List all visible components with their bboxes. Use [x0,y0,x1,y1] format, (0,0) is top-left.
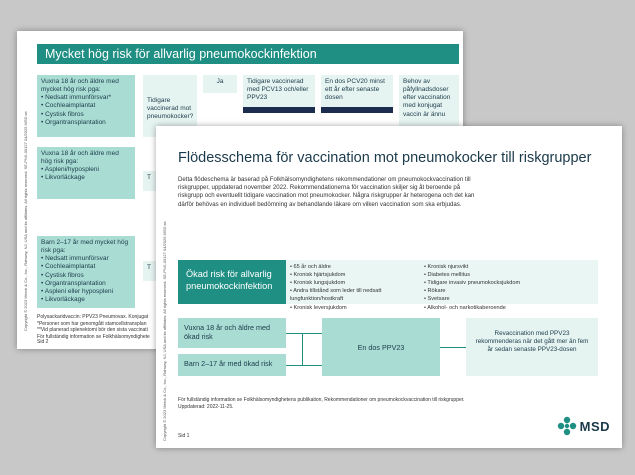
back-row1-item: • Cystisk fibros [41,111,131,119]
risk-item: • Kronisk njursvikt [424,263,520,271]
back-row3-item: • Nedsatt immunförsvar [41,255,131,263]
back-row1-box2: Tidigare vaccinerad mot pneumokocker? [143,75,197,137]
back-row2-item: • Likvorläckage [41,174,131,182]
back-row3-side: T [143,261,157,281]
back-page-label: Sid 2 [37,339,49,345]
back-row1-box3-bar [243,107,315,113]
back-row1-box3: Tidigare vaccinerad med PCV13 och/eller PPV23 [243,75,315,107]
back-row2-item: • Aspleni/hypospleni [41,166,131,174]
risk-item: • Kronisk lungsjukdom [290,279,414,287]
back-footnotes [37,314,167,340]
connector [286,365,322,366]
risk-list-1 [290,263,414,312]
back-row2-group [37,147,135,199]
back-footnote: **Vid planerad splenektomi bör den sista vaccinati [37,327,148,333]
connector [302,333,303,365]
risk-label: Ökad risk för allvarlig pneumokockinfektion [178,260,286,304]
back-row3-item: • Cystisk fibros [41,272,131,280]
back-row3-item: • Likvorläckage [41,296,131,304]
back-footnote: *Personer som har genomgått stamcellstransplan [37,320,147,327]
risk-item: • Kronisk hjärtsjukdom [290,271,414,279]
back-row3-item: • Aspleni eller hypospleni [41,288,131,296]
msd-logo [557,416,610,436]
risk-item: • Kronisk leversjukdom [290,304,414,312]
risk-item: • Rökare [424,287,520,295]
back-row1-ja: Ja [203,75,237,93]
front-page [156,126,622,448]
connector [440,347,466,348]
back-row1-item: • Nedsatt immunförsvar* [41,94,131,102]
msd-logo-text: MSD [579,418,610,434]
group-adults: Vuxna 18 år och äldre med ökad risk [178,318,286,348]
back-row1-box4: En dos PCV20 minst ett år efter senaste dosen [321,75,393,107]
back-row2-side: T [143,171,157,191]
back-footnote: För fullständig information se Folkhälsomyndighete [37,333,150,340]
risk-list-2 [424,263,520,312]
front-footer-info [178,397,538,410]
risk-item: • 65 år och äldre [290,263,414,271]
risk-item: • Diabetes mellitus [424,271,520,279]
risk-item: • Svetsare [424,295,520,303]
footer-info-text: För fullständig information se Folkhälsomyndighetens publikation, Rekommendationer om pneumokockvaccination till riskgrupper. [178,397,465,403]
dose-box: En dos PPV23 [322,318,440,376]
front-page-label: Sid 1 [178,433,190,439]
group-children: Barn 2–17 år med ökad risk [178,354,286,376]
msd-logo-icon [557,416,577,436]
back-footnote: Polysackaridvaccin: PPV23 Pneumovax. Konjugat [37,314,149,320]
back-row1-group [37,75,135,137]
back-copyright-vertical: Copyright © 2023 Merck & Co., Inc., Rahway, NJ, USA and its affiliates. All rights reserved. SE-PNX-00127 04/2025 MSD.se [23,111,28,331]
back-row1-item: • Cochleaimplantat [41,102,131,110]
risk-item: • Alkohol- och narkotikaberoende [424,304,520,312]
front-title: Flödesschema för vaccination mot pneumokocker till riskgrupper [178,150,592,166]
front-copyright-vertical: Copyright © 2023 Merck & Co., Inc., Rahway, NJ, USA and its affiliates. All rights reserved. SE-PNX-00127 04/2025 MSD.se [162,221,167,441]
risk-item: • Tidigare invasiv pneumokocksjukdom [424,279,520,287]
connector [286,333,322,334]
updated-text: Uppdaterad: 2022-11-25. [178,403,234,410]
revacc-box: Revaccination med PPV23 rekommenderas när det gått mer än fem år sedan senaste PPV23-dosen [466,318,598,376]
front-intro: Detta flödeschema är baserad på Folkhälsomyndighetens rekommendationer om pneumokockvaccination till riskgrupper, uppdaterad november 2022. Rekommendationerna för vaccination skiljer sig åt beroende på riskgrupp och eventuellt tidigare vaccination mot pneumokocker. Några riskgrupper är heterogena och det kan därför behövas en individuell bedömning av behandlande läkare om vilken vaccination som ska erbjudas. [178,176,475,208]
back-row3-group [37,236,135,308]
back-row1-box4-bar [321,107,393,113]
back-row3-item: • Cochleaimplantat [41,263,131,271]
back-row3-heading: Barn 2–17 år med mycket hög risk pga: [41,239,129,255]
back-row1-heading: Vuxna 18 år och äldre med mycket hög risk pga: [41,78,119,94]
back-row3-item: • Organtransplantation [41,280,131,288]
back-row1-box5: Behov av påfyllnadsdoser efter vaccination med konjugat vaccin är ännu [399,75,459,137]
risk-item: • Andra tillstånd som leder till nedsatt lungfunktion/hostkraft [290,287,414,303]
back-title: Mycket hög risk för allvarlig pneumokockinfektion [37,44,459,64]
back-row1-item: • Organtransplantation [41,119,131,127]
back-row2-heading: Vuxna 18 år och äldre med hög risk pga: [41,150,119,166]
